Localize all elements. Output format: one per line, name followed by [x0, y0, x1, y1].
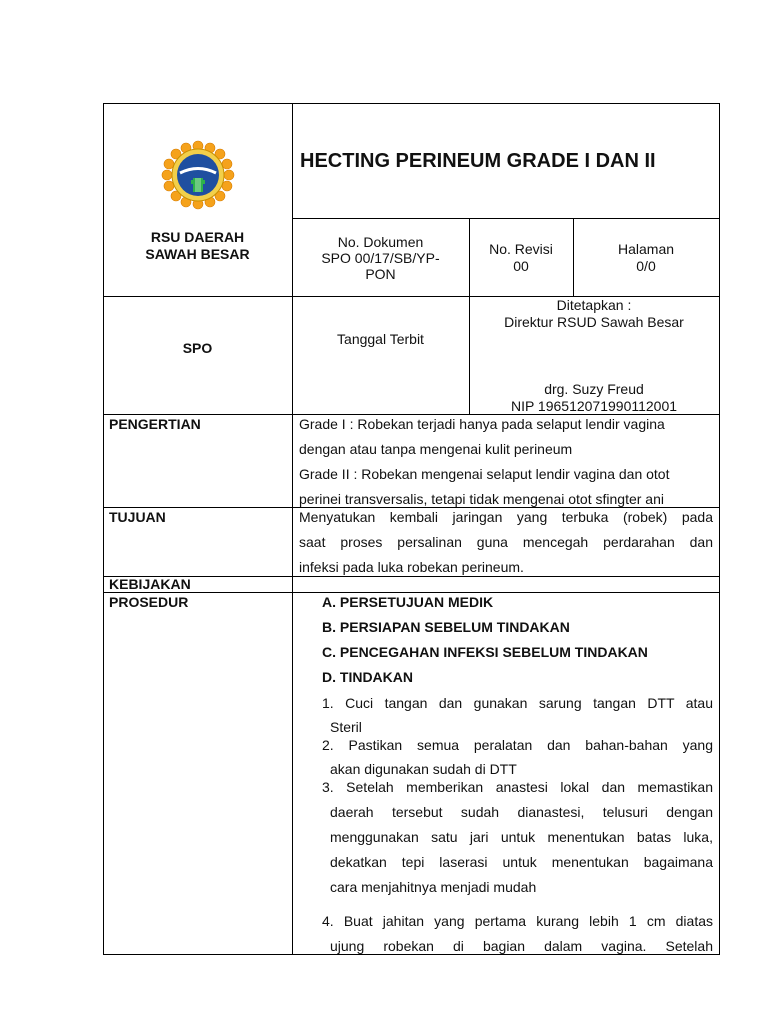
no-dokumen-value: SPO 00/17/SB/YP- — [321, 250, 440, 266]
prosedur-heading: D. TINDAKAN — [322, 669, 413, 685]
hospital-name-line2: SAWAH BESAR — [145, 246, 250, 262]
prosedur-label: PROSEDUR — [109, 594, 189, 610]
tujuan-line: infeksi pada luka robekan perineum. — [299, 559, 524, 575]
ditetapkan-label: Ditetapkan : — [556, 297, 632, 313]
step-line: 1. Cuci tangan dan gunakan sarung tangan DTT atau — [322, 695, 713, 711]
prosedur-heading: A. PERSETUJUAN MEDIK — [322, 594, 494, 610]
spo-label: SPO — [182, 340, 213, 356]
row-divider-doc — [292, 218, 720, 219]
tujuan-label: TUJUAN — [109, 509, 166, 525]
direktur-title: Direktur RSUD Sawah Besar — [504, 314, 684, 330]
hospital-name-line1: RSU DAERAH — [150, 229, 245, 245]
step-line: 2. Pastikan semua peralatan dan bahan-bahan yang — [322, 737, 713, 753]
signatory-nip: NIP 196512071990112001 — [510, 398, 678, 414]
step-line: dekatkan tepi laserasi untuk menentukan bagaimana — [330, 854, 713, 870]
pengertian-label: PENGERTIAN — [109, 416, 201, 432]
step-line: menggunakan satu jari untuk menentukan batas luka, — [330, 829, 713, 845]
step-line: akan digunakan sudah di DTT — [330, 761, 517, 777]
prosedur-heading: B. PERSIAPAN SEBELUM TINDAKAN — [322, 619, 570, 635]
row-divider-kebijakan — [103, 576, 720, 577]
pengertian-line: perinei transversalis, tetapi tidak mengenai otot sfingter ani — [299, 491, 664, 507]
tanggal-terbit-label: Tanggal Terbit — [337, 331, 424, 347]
pengertian-line: Grade II : Robekan mengenai selaput lendir vagina dan otot — [299, 466, 670, 482]
tujuan-line: saat proses persalinan guna mencegah perdarahan dan — [299, 534, 713, 550]
halaman-label: Halaman — [617, 241, 675, 257]
signatory-name: drg. Suzy Freud — [544, 381, 644, 397]
no-dokumen-label: No. Dokumen — [337, 234, 424, 250]
no-revisi-label: No. Revisi — [489, 241, 553, 257]
pengertian-line: Grade I : Robekan terjadi hanya pada selaput lendir vagina — [299, 416, 665, 432]
tujuan-line: Menyatukan kembali jaringan yang terbuka (robek) pada — [299, 509, 713, 525]
step-line: 4. Buat jahitan yang pertama kurang lebih 1 cm diatas — [322, 913, 713, 929]
step-line: ujung robekan di bagian dalam vagina. Setelah — [330, 938, 713, 954]
step-line: Steril — [330, 719, 362, 735]
step-line: 3. Setelah memberikan anastesi lokal dan memastikan — [322, 779, 713, 795]
kebijakan-label: KEBIJAKAN — [109, 576, 191, 592]
step-line: cara menjahitnya menjadi mudah — [330, 879, 537, 895]
no-dokumen-value-cont: PON — [365, 266, 396, 282]
prosedur-heading: C. PENCEGAHAN INFEKSI SEBELUM TINDAKAN — [322, 644, 648, 660]
table-border-top — [103, 103, 720, 104]
step-line: daerah tersebut sudah dianastesi, telusuri dengan — [330, 804, 713, 820]
hospital-logo — [160, 140, 236, 210]
no-revisi-value: 00 — [513, 258, 529, 274]
pengertian-line: dengan atau tanpa mengenai kulit perineum — [299, 441, 573, 457]
row-divider-prosedur — [103, 592, 720, 593]
halaman-value: 0/0 — [636, 258, 656, 274]
column-divider-main — [292, 103, 293, 955]
document-title: HECTING PERINEUM GRADE I DAN II — [300, 150, 656, 172]
table-border-right — [719, 103, 720, 955]
